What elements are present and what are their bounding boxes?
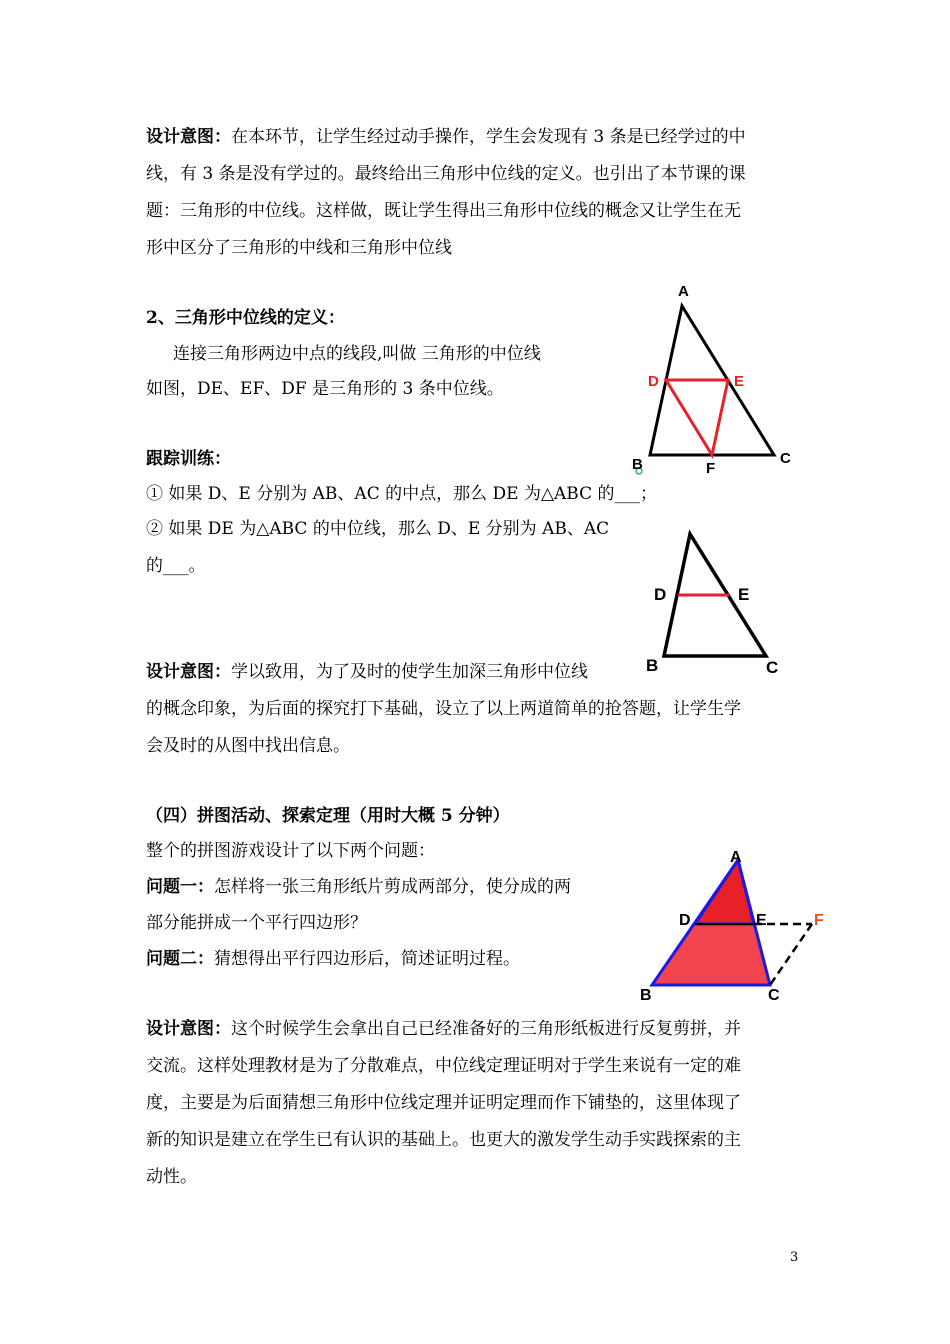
page-number: 3 — [790, 1250, 799, 1265]
p2-line-1: 设计意图：学以致用，为了及时的使学生加深三角形中位线 — [146, 662, 588, 682]
label-d: D — [679, 912, 691, 929]
label-c: C — [766, 658, 779, 677]
s4-q1-label: 问题一： — [146, 877, 214, 897]
figure-parallelogram-puzzle — [632, 845, 832, 1010]
label-f: F — [814, 912, 824, 929]
s2-figure-note: 如图，DE、EF、DF 是三角形的 3 条中位线。 — [146, 379, 504, 399]
s4-q2-line: 问题二：猜想得出平行四边形后，简述证明过程。 — [146, 949, 520, 969]
drill-heading: 跟踪训练： — [146, 449, 231, 469]
p1-label: 设计意图： — [146, 127, 231, 147]
p1-line-2: 线，有 3 条是没有学过的。最终给出三角形中位线的定义。也引出了本节课的课 — [146, 164, 746, 184]
figure-de-triangle — [640, 522, 790, 682]
label-c: C — [768, 987, 780, 1004]
s4-q1-line-2: 部分能拼成一个平行四边形？ — [146, 913, 367, 933]
label-d: D — [648, 373, 659, 390]
drill-q1: ① 如果 D、E 分别为 AB、AC 的中点，那么 DE 为△ABC 的___； — [146, 484, 658, 504]
p1-line-3: 题：三角形的中位线。这样做，既让学生得出三角形中位线的概念又让学生在无 — [146, 201, 741, 221]
label-e: E — [734, 373, 745, 390]
label-b: B — [640, 987, 652, 1004]
p2-line-3: 会及时的从图中找出信息。 — [146, 736, 350, 756]
p3-line-2: 交流。这样处理教材是为了分散难点，中位线定理证明对于学生来说有一定的难 — [146, 1056, 741, 1076]
label-c: C — [780, 450, 791, 467]
label-f: F — [706, 460, 716, 477]
p3-label: 设计意图： — [146, 1019, 231, 1039]
dashed-fc — [770, 924, 812, 985]
p1-line-4: 形中区分了三角形的中线和三角形中位线 — [146, 238, 452, 258]
p2-label: 设计意图： — [146, 662, 231, 682]
label-e: E — [738, 585, 750, 604]
s2-definition: 连接三角形两边中点的线段,叫做 三角形的中位线 — [173, 344, 541, 364]
figure-midline-triangle — [620, 278, 810, 483]
drill-q2a: ② 如果 DE 为△ABC 的中位线，那么 D、E 分别为 AB、AC — [146, 519, 610, 539]
label-d: D — [654, 585, 667, 604]
p3-line-3: 度，主要是为后面猜想三角形中位线定理并证明定理而作下铺垫的，这里体现了 — [146, 1093, 741, 1113]
label-a: A — [678, 283, 689, 300]
midline-triangle-def — [666, 380, 728, 455]
p3-line-4: 新的知识是建立在学生已有认识的基础上。也更大的激发学生动手实践探索的主 — [146, 1130, 741, 1150]
label-e: E — [756, 912, 767, 929]
s4-intro: 整个的拼图游戏设计了以下两个问题： — [146, 841, 435, 861]
top-cut-piece — [695, 860, 754, 924]
s4-heading: （四）拼图活动、探索定理（用时大概 5 分钟） — [146, 806, 510, 826]
p2-line-2: 的概念印象，为后面的探究打下基础，设立了以上两道简单的抢答题，让学生学 — [146, 699, 741, 719]
drill-q2b: 的___。 — [146, 556, 206, 576]
label-a: A — [730, 849, 742, 866]
label-b: B — [646, 656, 659, 675]
p1-line-1: 设计意图：在本环节，让学生经过动手操作，学生会发现有 3 条是已经学过的中 — [146, 127, 746, 147]
s4-q1-line-1: 问题一：怎样将一张三角形纸片剪成两部分，使分成的两 — [146, 877, 571, 897]
s2-heading: 2、三角形中位线的定义： — [146, 308, 345, 328]
p3-line-5: 动性。 — [146, 1167, 197, 1187]
s4-q2-label: 问题二： — [146, 949, 214, 969]
label-b: B — [632, 456, 643, 473]
p3-line-1: 设计意图：这个时候学生会拿出自己已经准备好的三角形纸板进行反复剪拼，并 — [146, 1019, 741, 1039]
